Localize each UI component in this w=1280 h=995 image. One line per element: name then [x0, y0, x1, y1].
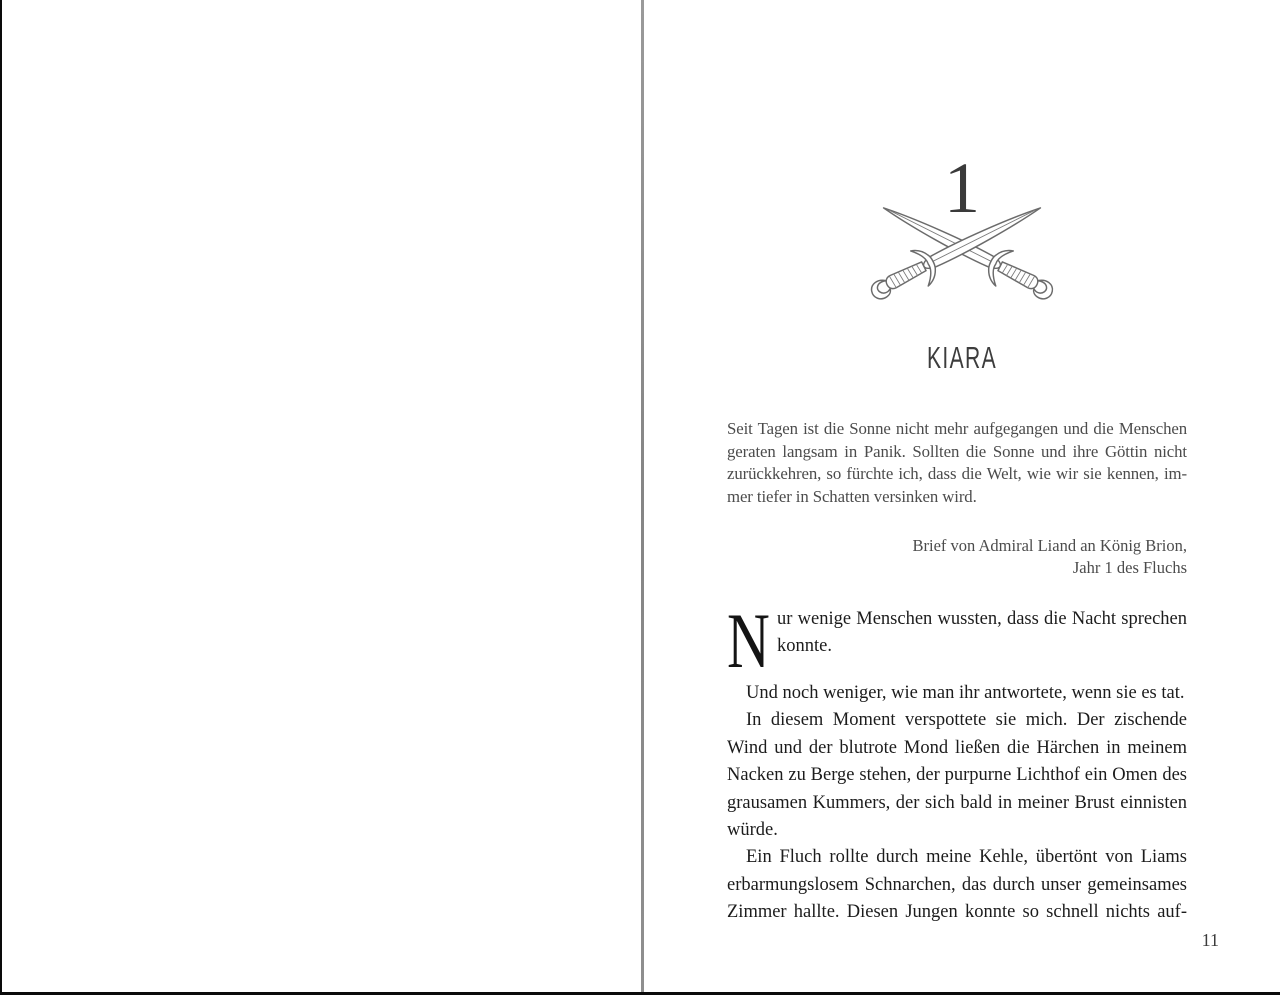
paragraph [727, 844, 1187, 926]
chapter-title: KIARA [926, 340, 998, 375]
body-line: Und noch weniger, wie man ihr antwortete, wenn sie es tat. [746, 683, 1185, 703]
attribution-line: Jahr 1 des Fluchs [1072, 558, 1187, 577]
body-line: Zimmer hallte. Diesen Jungen konnte so schnell nichts auf- [727, 902, 1187, 923]
drop-cap: N [727, 597, 770, 684]
crossed-daggers-icon [864, 202, 1060, 304]
epigraph-line: Seit Tagen ist die Sonne nicht mehr aufgegangen und die Menschen [727, 419, 1187, 438]
body-line: Wind und der blutrote Mond ließen die Härchen in meinem [727, 737, 1187, 758]
left-page-blank [2, 0, 641, 992]
body-line: grausamen Kummers, der sich bald in meiner Brust einnisten [727, 792, 1187, 813]
paragraph [727, 680, 1187, 707]
epigraph-line: mer tiefer in Schatten versinken wird. [727, 486, 977, 506]
epigraph-line: zurückkehren, so fürchte ich, dass die Welt, wie wir sie kennen, im- [727, 464, 1187, 483]
paragraph [727, 597, 1187, 684]
body-line: In diesem Moment verspottete sie mich. Der zischende [746, 710, 1187, 731]
body-line: ur wenige Menschen wussten, dass die Nacht sprechen [777, 609, 1187, 629]
right-page [644, 0, 1280, 992]
epigraph [727, 418, 1187, 508]
paragraph [727, 707, 1187, 844]
body-text [727, 597, 1187, 927]
body-line: Nacken zu Berge stehen, der purpurne Lichthof ein Omen des [727, 765, 1187, 786]
body-line: erbarmungslosem Schnarchen, das durch unser gemeinsames [727, 874, 1187, 895]
epigraph-attribution [727, 535, 1187, 579]
body-line: würde. [727, 820, 778, 841]
epigraph-line: geraten langsam in Panik. Sollten die Sonne und ihre Göttin nicht [727, 441, 1187, 461]
page-number: 11 [1201, 930, 1219, 950]
body-line: Ein Fluch rollte durch meine Kehle, übertönt von Liams [746, 847, 1187, 868]
chapter-number: 1 [944, 148, 980, 228]
body-line: konnte. [777, 636, 832, 657]
attribution-line: Brief von Admiral Liand an König Brion, [912, 536, 1187, 555]
